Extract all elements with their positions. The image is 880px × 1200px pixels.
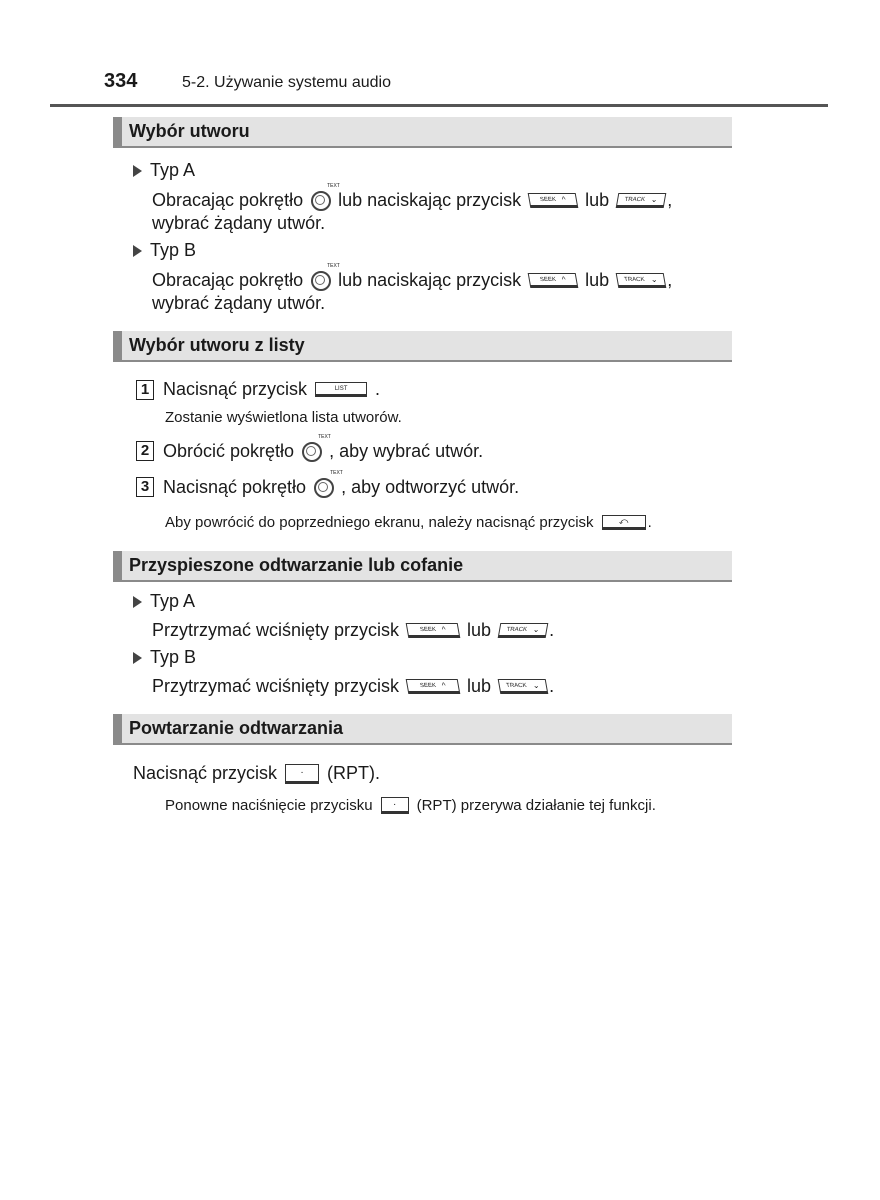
- back-note: Aby powrócić do poprzedniego ekranu, należy nacisnąć przycisk ⤺ .: [165, 514, 652, 531]
- section-title: Wybór utworu z listy: [129, 335, 305, 355]
- section-heading-repeat: [113, 714, 732, 745]
- step-3: 3 Nacisnąć pokrętło TEXT , aby odtworzyć utwór.: [136, 476, 519, 498]
- step-1: 1 Nacisnąć przycisk LIST .: [136, 379, 380, 400]
- type-b-label: Typ B: [133, 240, 196, 261]
- triangle-bullet-icon: [133, 165, 142, 177]
- step-number: 1: [136, 380, 154, 400]
- chapter-title: 5-2. Używanie systemu audio: [182, 74, 391, 91]
- repeat-instruction: Nacisnąć przycisk · (RPT).: [133, 763, 381, 783]
- type-b-label: Typ B: [133, 647, 196, 668]
- type-a-label: Typ A: [133, 160, 195, 181]
- step-number: 3: [136, 477, 154, 497]
- type-a-instruction: Obracając pokrętło TEXT lub naciskając przycisk SEEK ^ lub TRACK ⌄ ,: [152, 183, 673, 210]
- page-number: 334: [104, 70, 138, 92]
- track-button-icon: TRACK ⌄: [498, 623, 549, 638]
- type-b-instruction-cont: wybrać żądany utwór.: [152, 293, 326, 313]
- section-heading-fast-forward: [113, 551, 732, 582]
- repeat-note: Ponowne naciśnięcie przycisku · (RPT) przerywa działanie tej funkcji.: [165, 797, 656, 814]
- seek-button-icon: SEEK ^: [528, 273, 579, 288]
- type-a-instruction: Przytrzymać wciśnięty przycisk SEEK ^ lub TRACK ⌄ .: [152, 620, 555, 640]
- type-a-label: Typ A: [133, 591, 195, 612]
- rpt-button-icon: ·: [381, 797, 409, 814]
- list-button-icon: LIST: [315, 382, 367, 397]
- triangle-bullet-icon: [133, 596, 142, 608]
- knob-icon: TEXT: [314, 476, 336, 498]
- page-header: [50, 68, 828, 107]
- type-a-instruction-cont: wybrać żądany utwór.: [152, 213, 326, 233]
- type-b-instruction: Przytrzymać wciśnięty przycisk SEEK ^ lub TRACK ⌄ .: [152, 676, 555, 696]
- track-button-icon: TRACK ⌄: [498, 679, 549, 694]
- section-title: Powtarzanie odtwarzania: [129, 718, 344, 738]
- step-1-note: Zostanie wyświetlona lista utworów.: [165, 409, 402, 426]
- seek-button-icon: SEEK ^: [406, 623, 461, 638]
- knob-icon: TEXT: [311, 189, 333, 211]
- rpt-button-icon: ·: [285, 764, 319, 784]
- step-number: 2: [136, 441, 154, 461]
- knob-icon: TEXT: [311, 269, 333, 291]
- section-title: Wybór utworu: [129, 121, 250, 141]
- section-heading-track-select: [113, 117, 732, 148]
- knob-icon: TEXT: [302, 440, 324, 462]
- type-b-instruction: Obracając pokrętło TEXT lub naciskając przycisk SEEK ^ lub TRACK ⌄ ,: [152, 263, 673, 290]
- seek-button-icon: SEEK ^: [406, 679, 461, 694]
- step-2: 2 Obrócić pokrętło TEXT , aby wybrać utwór.: [136, 440, 483, 462]
- track-button-icon: TRACK ⌄: [616, 193, 667, 208]
- section-title: Przyspieszone odtwarzanie lub cofanie: [129, 555, 464, 575]
- track-button-icon: TRACK ⌄: [616, 273, 667, 288]
- back-button-icon: ⤺: [602, 515, 646, 530]
- section-heading-track-list: [113, 331, 732, 362]
- seek-button-icon: SEEK ^: [528, 193, 579, 208]
- triangle-bullet-icon: [133, 245, 142, 257]
- triangle-bullet-icon: [133, 652, 142, 664]
